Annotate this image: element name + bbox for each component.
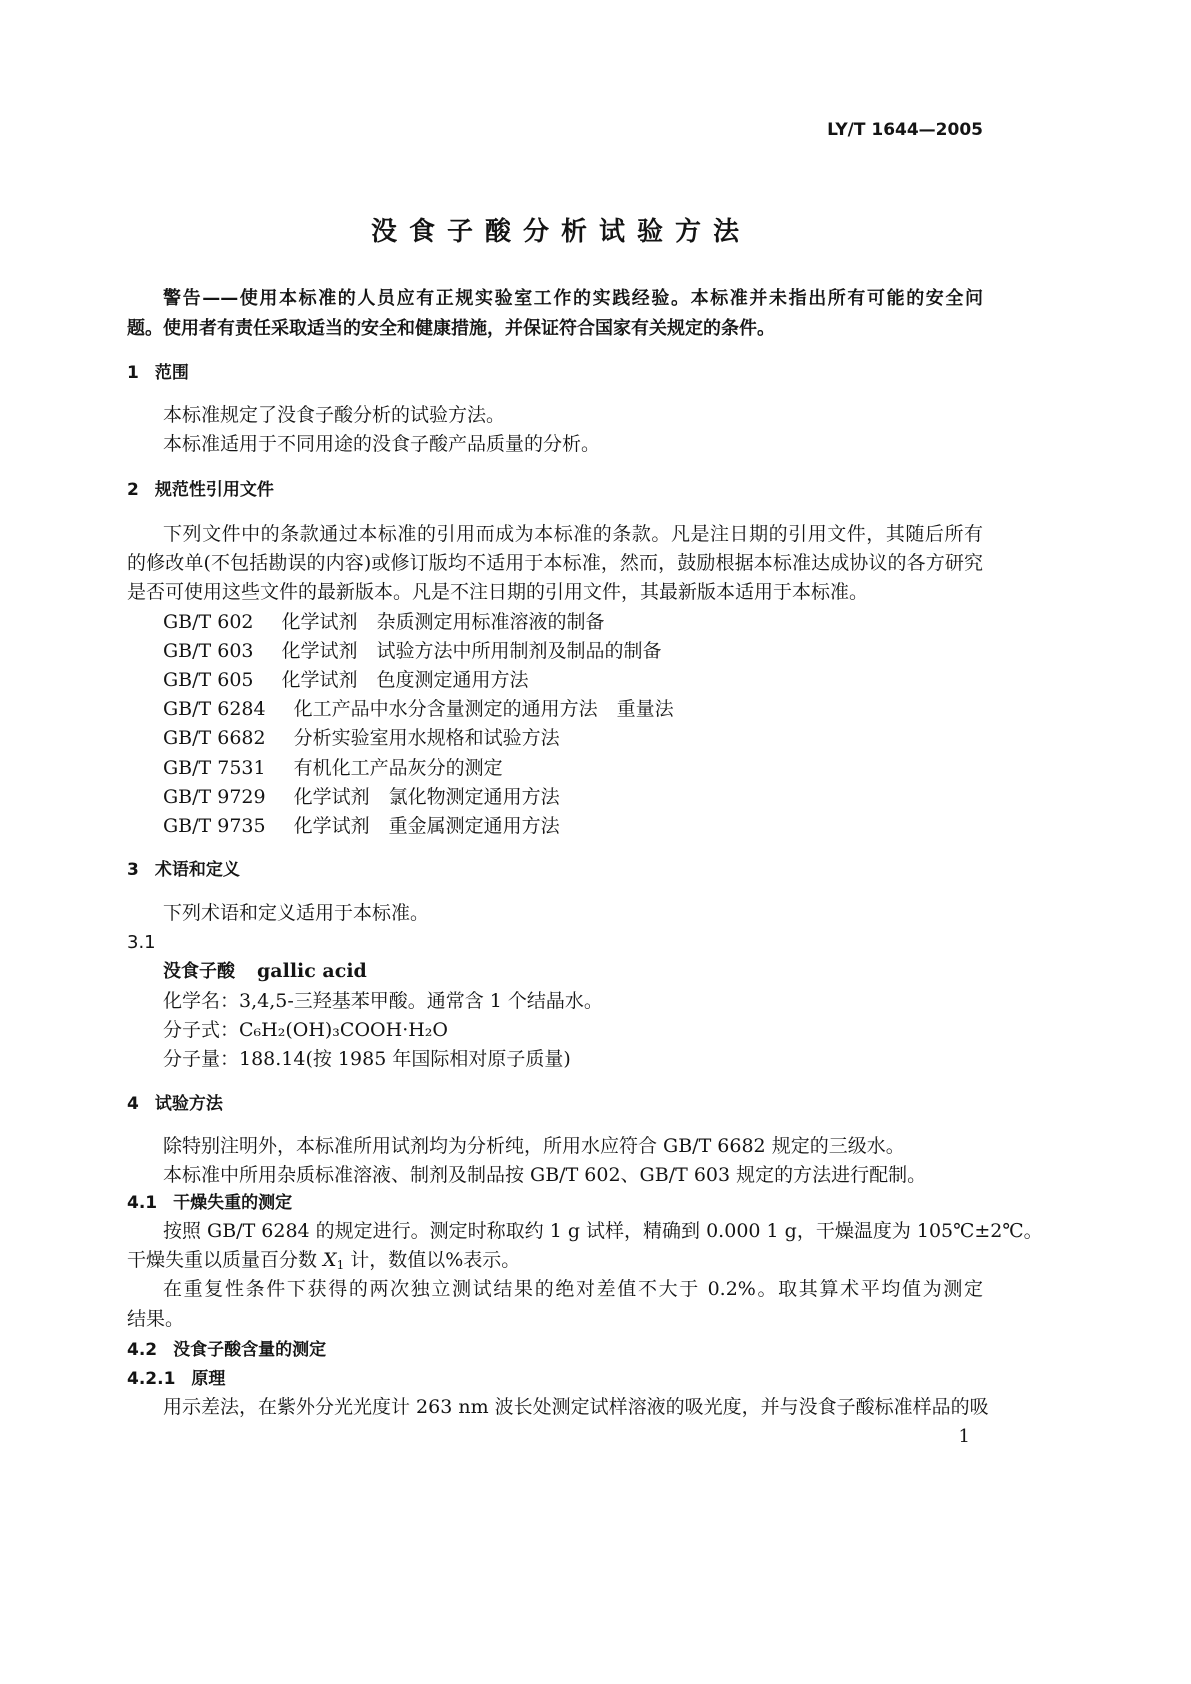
body-line: 本标准中所用杂质标准溶液、制剂及制品按 GB/T 602、GB/T 603 规定的方法进行配制。 [163,1164,927,1187]
normative-references-body [127,520,983,841]
test-methods-body [127,1132,983,1190]
reference-title: 化学试剂 氯化物测定通用方法 [293,785,560,808]
loss-on-drying-body [127,1217,1043,1334]
warning-paragraph [127,284,983,344]
reference-title: 化学试剂 杂质测定用标准溶液的制备 [281,610,605,633]
section-title: 试验方法 [154,1094,223,1114]
section-number: 4.2.1 [127,1369,176,1389]
standard-code: LY/T 1644—2005 [827,120,983,140]
reference-item [127,754,983,783]
reference-code: GB/T 6682 [163,727,266,750]
warning-line: 警告——使用本标准的人员应有正规实验室工作的实践经验。本标准并未指出所有可能的安全问 [163,288,983,309]
reference-title: 分析实验室用水规格和试验方法 [293,727,560,750]
reference-item [127,783,983,812]
reference-code: GB/T 9729 [163,785,266,808]
warning-line: 题。使用者有责任采取适当的安全和健康措施，并保证符合国家有关规定的条件。 [127,318,775,339]
section-title: 干燥失重的测定 [173,1193,293,1213]
section-heading-normative-references [127,476,983,504]
principle-body [127,1393,989,1422]
section-heading-terms [127,856,983,884]
section-title: 规范性引用文件 [154,480,274,500]
subsection-heading-principle [127,1365,983,1393]
reference-title: 有机化工产品灰分的测定 [293,756,503,779]
reference-title: 化工产品中水分含量测定的通用方法 重量法 [293,698,674,721]
reference-title: 化学试剂 试验方法中所用制剂及制品的制备 [281,639,662,662]
body-line: 结果。 [127,1307,185,1330]
reference-item [127,637,983,666]
subsection-heading-gallic-acid-content [127,1336,983,1364]
section-number: 3 [127,860,139,880]
section-number: 4.1 [127,1193,158,1213]
section-title: 术语和定义 [154,860,240,880]
subsection-heading-loss-on-drying [127,1189,983,1217]
term-number: 3.1 [127,932,156,954]
reference-item [127,812,983,841]
reference-code: GB/T 605 [163,668,254,691]
reference-item [127,695,983,724]
variable-subscript: 1 [336,1258,345,1273]
body-line: 下列术语和定义适用于本标准。 [163,902,430,924]
section-title: 没食子酸含量的测定 [173,1340,327,1360]
text-run: 干燥失重以质量百分数 [127,1249,324,1272]
reference-item [127,608,983,637]
section-title: 原理 [191,1369,226,1389]
reference-code: GB/T 7531 [163,756,266,779]
body-line: 下列文件中的条款通过本标准的引用而成为本标准的条款。凡是注日期的引用文件，其随后所有 [163,523,983,545]
variable-symbol: X [323,1249,337,1272]
section-number: 2 [127,480,139,500]
molecular-mass: 分子量：188.14(按 1985 年国际相对原子质量) [163,1047,571,1070]
section-number: 4 [127,1094,139,1114]
section-number: 1 [127,363,139,383]
molecular-formula: 分子式：C₆H₂(OH)₃COOH·H₂O [163,1018,448,1041]
body-line: 除特别注明外，本标准所用试剂均为分析纯，所用水应符合 GB/T 6682 规定的三级水。 [163,1135,905,1157]
body-line: 本标准适用于不同用途的没食子酸产品质量的分析。 [163,433,601,456]
reference-title: 化学试剂 色度测定通用方法 [281,668,529,691]
section-title: 范围 [154,363,189,383]
reference-item [127,724,983,753]
reference-code: GB/T 602 [163,610,254,633]
body-line: 本标准规定了没食子酸分析的试验方法。 [163,404,506,426]
term-name-en: gallic acid [257,960,367,983]
chemical-name: 化学名：3,4,5-三羟基苯甲酸。通常含 1 个结晶水。 [163,989,603,1012]
text-run: 计，数值以%表示。 [344,1249,521,1272]
body-line: 的修改单(不包括勘误的内容)或修订版均不适用于本标准，然而，鼓励根据本标准达成协议的各方研究 [127,552,983,575]
body-line: 在重复性条件下获得的两次独立测试结果的绝对差值不大于 0.2%。取其算术平均值为测定 [163,1278,983,1301]
reference-code: GB/T 603 [163,639,254,662]
term-name-zh: 没食子酸 [163,961,235,983]
body-line [127,1246,983,1275]
page-number: 1 [958,1426,970,1447]
section-heading-test-methods [127,1090,983,1118]
body-line: 用示差法，在紫外分光光度计 263 nm 波长处测定试样溶液的吸光度，并与没食子酸标准样品的吸 [163,1396,989,1418]
reference-item [127,666,983,695]
body-line: 按照 GB/T 6284 的规定进行。测定时称取约 1 g 试样，精确到 0.000 1 g，干燥温度为 105℃±2℃。 [163,1220,1043,1242]
term-entry [127,957,983,986]
reference-code: GB/T 6284 [163,698,266,721]
terms-body [127,899,983,1074]
section-number: 4.2 [127,1340,158,1360]
body-line: 是否可使用这些文件的最新版本。凡是不注日期的引用文件，其最新版本适用于本标准。 [127,581,869,604]
section-heading-scope [127,359,983,387]
reference-title: 化学试剂 重金属测定通用方法 [293,814,560,837]
scope-body [127,401,983,459]
document-title: 没食子酸分析试验方法 [370,217,751,247]
reference-code: GB/T 9735 [163,814,266,837]
